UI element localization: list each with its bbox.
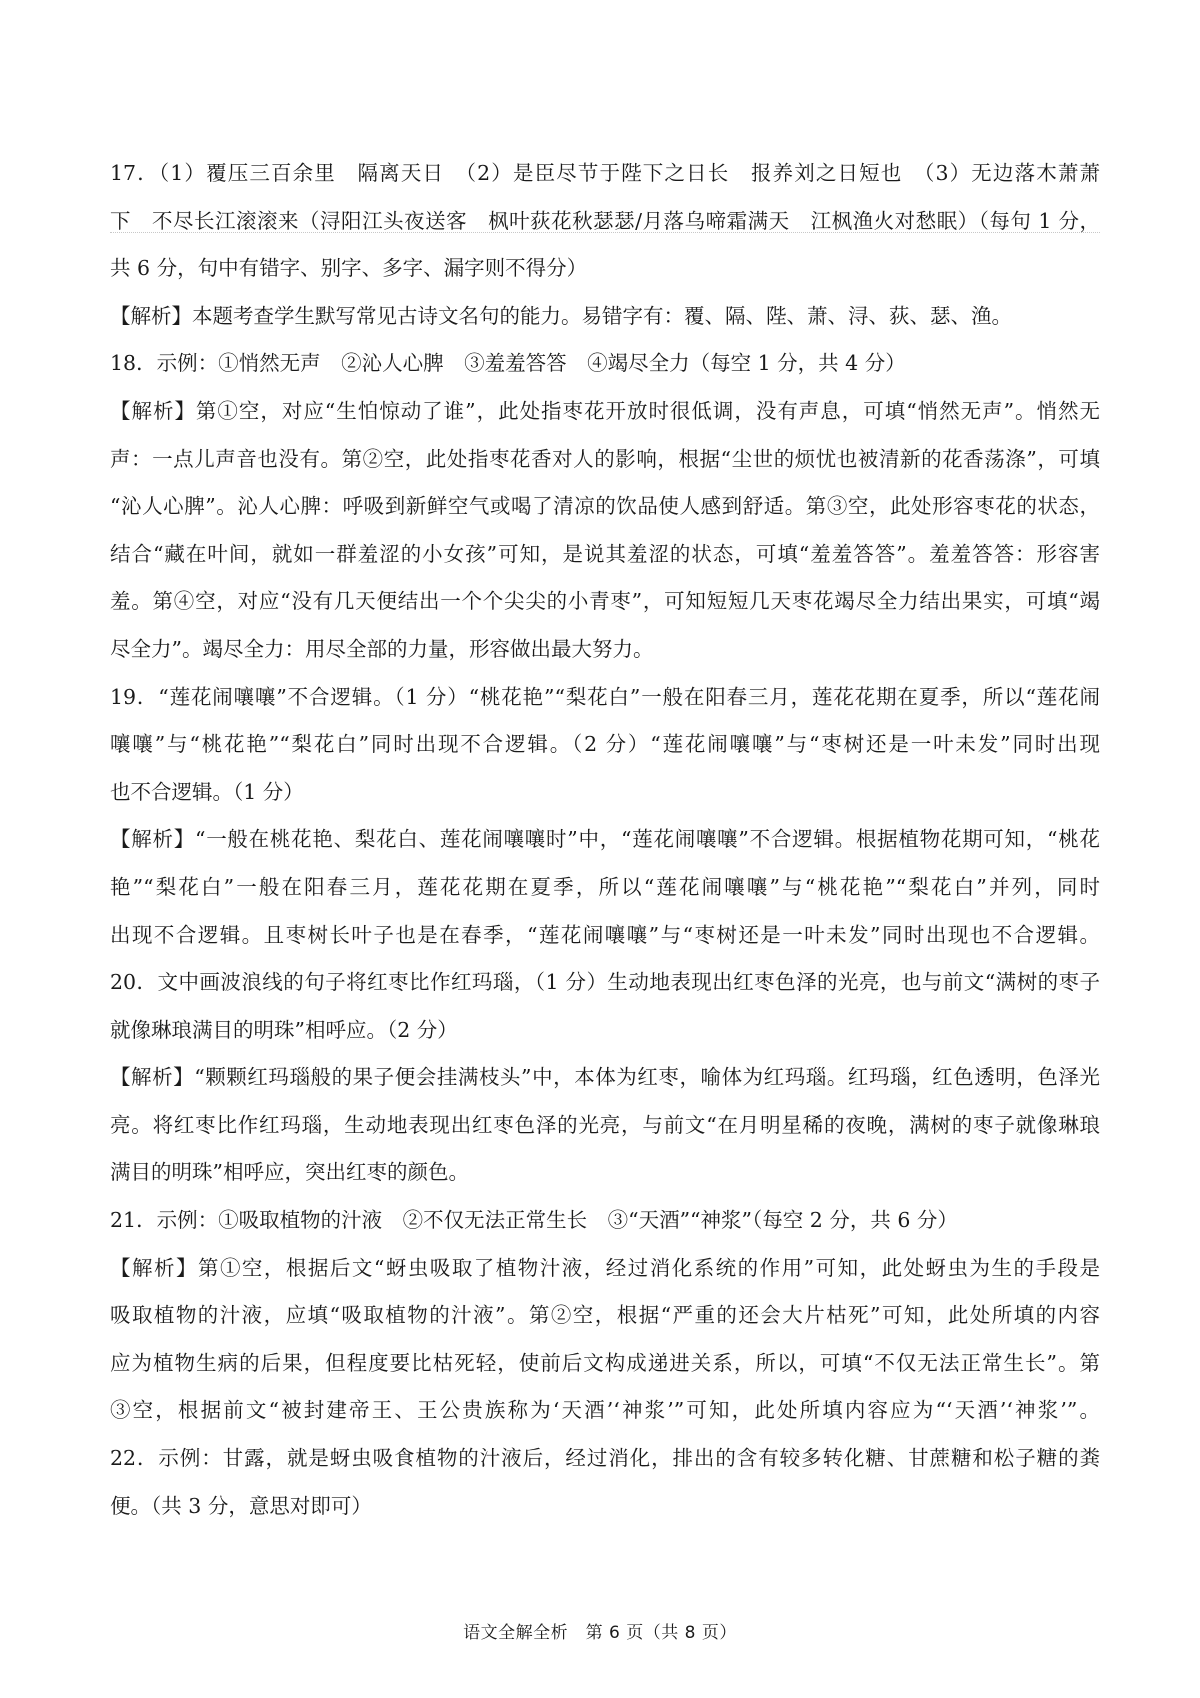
text-line: 结合“藏在叶间，就如一群羞涩的小女孩”可知，是说其羞涩的状态，可填“羞羞答答”。羞羞答答：形容害	[110, 541, 1100, 566]
text-line: 嚷嚷”与“桃花艳”“梨花白”同时出现不合逻辑。（2 分）“莲花闹嚷嚷”与“枣树还是一叶未发”同时出现	[110, 732, 1100, 757]
text-line: 尽全力”。竭尽全力：用尽全部的力量，形容做出最大努力。	[110, 636, 654, 661]
text-line: 吸取植物的汁液，应填“吸取植物的汁液”。第②空，根据“严重的还会大片枯死”可知，此处所填的内容	[110, 1303, 1100, 1328]
text-line: 满目的明珠”相呼应，突出红枣的颜色。	[110, 1160, 469, 1185]
text-line: 共 6 分，句中有错字、别字、多字、漏字则不得分）	[110, 256, 588, 281]
text-line: 21．示例：①吸取植物的汁液 ②不仅无法正常生长 ③“天酒”“神浆”（每空 2 分，共 6 分）	[110, 1208, 958, 1233]
text-line: 羞。第④空，对应“没有几天便结出一个个尖尖的小青枣”，可知短短几天枣花竭尽全力结出果实，可填“竭	[110, 589, 1100, 614]
text-line: 便。（共 3 分，意思对即可）	[110, 1493, 372, 1518]
text-line: 下 不尽长江滚滚来（浔阳江头夜送客 枫叶荻花秋瑟瑟/月落乌啼霜满天 江枫渔火对愁眠）（每句 1 分，	[110, 208, 1100, 233]
text-line: 【解析】“颗颗红玛瑙般的果子便会挂满枝头”中，本体为红枣，喻体为红玛瑙。红玛瑙，红色透明，色泽光	[110, 1065, 1100, 1090]
text-line: 【解析】“一般在桃花艳、梨花白、莲花闹嚷嚷时”中，“莲花闹嚷嚷”不合逻辑。根据植物花期可知，“桃花	[110, 827, 1100, 852]
text-line: 【解析】第①空，对应“生怕惊动了谁”，此处指枣花开放时很低调，没有声息，可填“悄然无声”。悄然无	[110, 398, 1100, 423]
answer-content	[110, 150, 1100, 1530]
text-line: “沁人心脾”。沁人心脾：呼吸到新鲜空气或喝了清凉的饮品使人感到舒适。第③空，此处形容枣花的状态，	[110, 494, 1100, 519]
text-line: 18．示例：①悄然无声 ②沁人心脾 ③羞羞答答 ④竭尽全力（每空 1 分，共 4 分）	[110, 351, 906, 376]
text-line: 出现不合逻辑。且枣树长叶子也是在春季，“莲花闹嚷嚷”与“枣树还是一叶未发”同时出现也不合逻辑。	[110, 922, 1100, 947]
page-footer: 语文全解全析 第 6 页（共 8 页）	[463, 1623, 737, 1643]
text-line: 也不合逻辑。（1 分）	[110, 779, 304, 804]
text-line: 19．“莲花闹嚷嚷”不合逻辑。（1 分）“桃花艳”“梨花白”一般在阳春三月，莲花花期在夏季，所以“莲花闹	[110, 684, 1100, 709]
text-line: 20．文中画波浪线的句子将红枣比作红玛瑙，（1 分）生动地表现出红枣色泽的光亮，也与前文“满树的枣子	[110, 970, 1100, 995]
text-line: 应为植物生病的后果，但程度要比枯死轻，使前后文构成递进关系，所以，可填“不仅无法正常生长”。第	[110, 1350, 1100, 1375]
text-line: 22．示例：甘露，就是蚜虫吸食植物的汁液后，经过消化，排出的含有较多转化糖、甘蔗糖和松子糖的粪	[110, 1446, 1100, 1471]
text-line: 声：一点儿声音也没有。第②空，此处指枣花香对人的影响，根据“尘世的烦忧也被清新的花香荡涤”，可填	[110, 446, 1100, 471]
text-line: 17．（1）覆压三百余里 隔离天日 （2）是臣尽节于陛下之日长 报养刘之日短也 （3）无边落木萧萧	[110, 161, 1100, 185]
text-line: 【解析】第①空，根据后文“蚜虫吸取了植物汁液，经过消化系统的作用”可知，此处蚜虫为生的手段是	[110, 1255, 1100, 1280]
text-line: 艳”“梨花白”一般在阳春三月，莲花花期在夏季，所以“莲花闹嚷嚷”与“桃花艳”“梨花白”并列，同时	[110, 874, 1100, 899]
text-line: ③空，根据前文“被封建帝王、王公贵族称为‘天酒’‘神浆’”可知，此处所填内容应为“‘天酒’‘神浆’”。	[110, 1398, 1100, 1423]
text-line: 就像琳琅满目的明珠”相呼应。（2 分）	[110, 1017, 458, 1042]
text-line: 【解析】本题考查学生默写常见古诗文名句的能力。易错字有：覆、隔、陛、萧、浔、荻、瑟、渔。	[110, 303, 1012, 328]
text-line: 亮。将红枣比作红玛瑙，生动地表现出红枣色泽的光亮，与前文“在月明星稀的夜晚，满树的枣子就像琳琅	[110, 1112, 1100, 1137]
